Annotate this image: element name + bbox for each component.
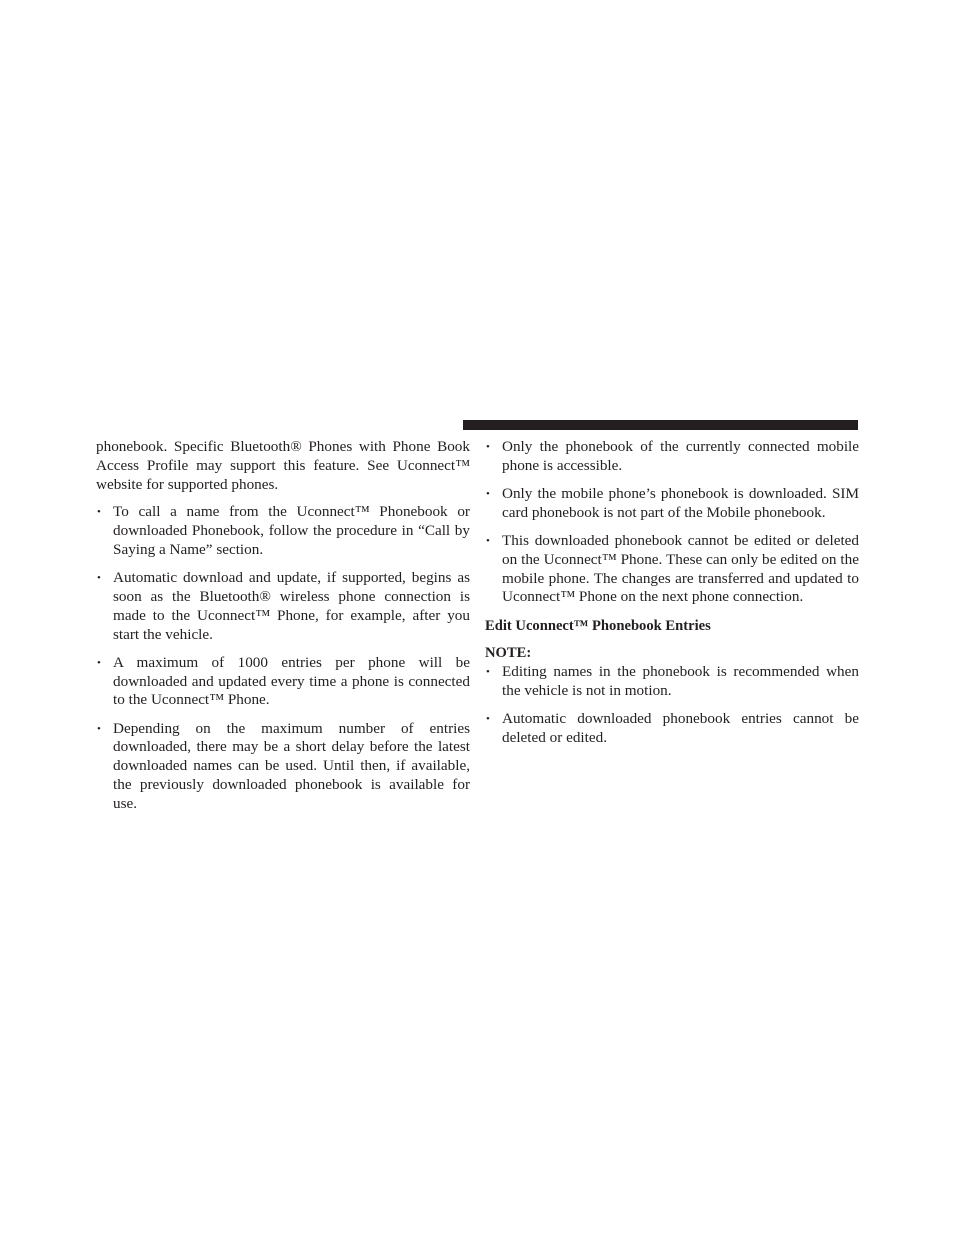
list-item-text: To call a name from the Uconnect™ Phonebook or downloaded Phonebook, follow the procedure in “Call by Saying a Name” section. [113, 503, 470, 558]
note-bullet-list [485, 663, 859, 748]
bullet-icon: • [486, 666, 490, 679]
bullet-icon: • [486, 487, 490, 500]
section-heading: Edit Uconnect™ Phonebook Entries [485, 617, 711, 634]
right-bullet-list [485, 438, 859, 607]
intro-paragraph: phonebook. Specific Bluetooth® Phones with Phone Book Access Profile may support this feature. See Uconnect™ website for supported phones. [96, 438, 470, 493]
list-item [96, 569, 470, 644]
list-item [96, 503, 470, 559]
list-item [485, 663, 859, 701]
list-item [485, 485, 859, 523]
list-item-text: A maximum of 1000 entries per phone will be downloaded and updated every time a phone is connected to the Uconnect™ Phone. [113, 653, 470, 709]
list-item [485, 532, 859, 607]
list-item-text: Automatic downloaded phonebook entries cannot be deleted or edited. [502, 710, 859, 746]
list-item-text: Only the phonebook of the currently connected mobile phone is accessible. [502, 438, 859, 474]
list-item-text: Automatic download and update, if supported, begins as soon as the Bluetooth® wireless phone connection is made to the Uconnect™ Phone, for example, after you start the vehicle. [113, 569, 470, 643]
bullet-icon: • [486, 713, 490, 726]
bullet-icon: • [486, 534, 490, 547]
bullet-icon: • [97, 656, 101, 669]
section-header-bar [463, 420, 858, 430]
right-column [485, 438, 859, 757]
left-column [96, 438, 470, 823]
list-item-text: Only the mobile phone’s phonebook is downloaded. SIM card phonebook is not part of the Mobile phonebook. [502, 484, 859, 521]
list-item [96, 654, 470, 710]
bullet-icon: • [486, 441, 490, 453]
list-item [96, 720, 470, 814]
list-item [485, 710, 859, 748]
bullet-icon: • [97, 572, 101, 585]
list-item-text: Editing names in the phonebook is recommended when the vehicle is not in motion. [502, 663, 859, 699]
left-bullet-list [96, 503, 470, 813]
note-label: NOTE: [485, 645, 532, 662]
bullet-icon: • [97, 722, 101, 735]
bullet-icon: • [97, 506, 101, 519]
list-item-text: This downloaded phonebook cannot be edited or deleted on the Uconnect™ Phone. These can only be edited on the mobile phone. The changes are transferred and updated to Uconnect™ Phone on the next phone connection. [502, 531, 859, 606]
list-item [485, 438, 859, 476]
list-item-text: Depending on the maximum number of entries downloaded, there may be a short delay before the latest downloaded names can be used. Until then, if available, the previously downloaded phonebook is available for use. [113, 719, 470, 812]
